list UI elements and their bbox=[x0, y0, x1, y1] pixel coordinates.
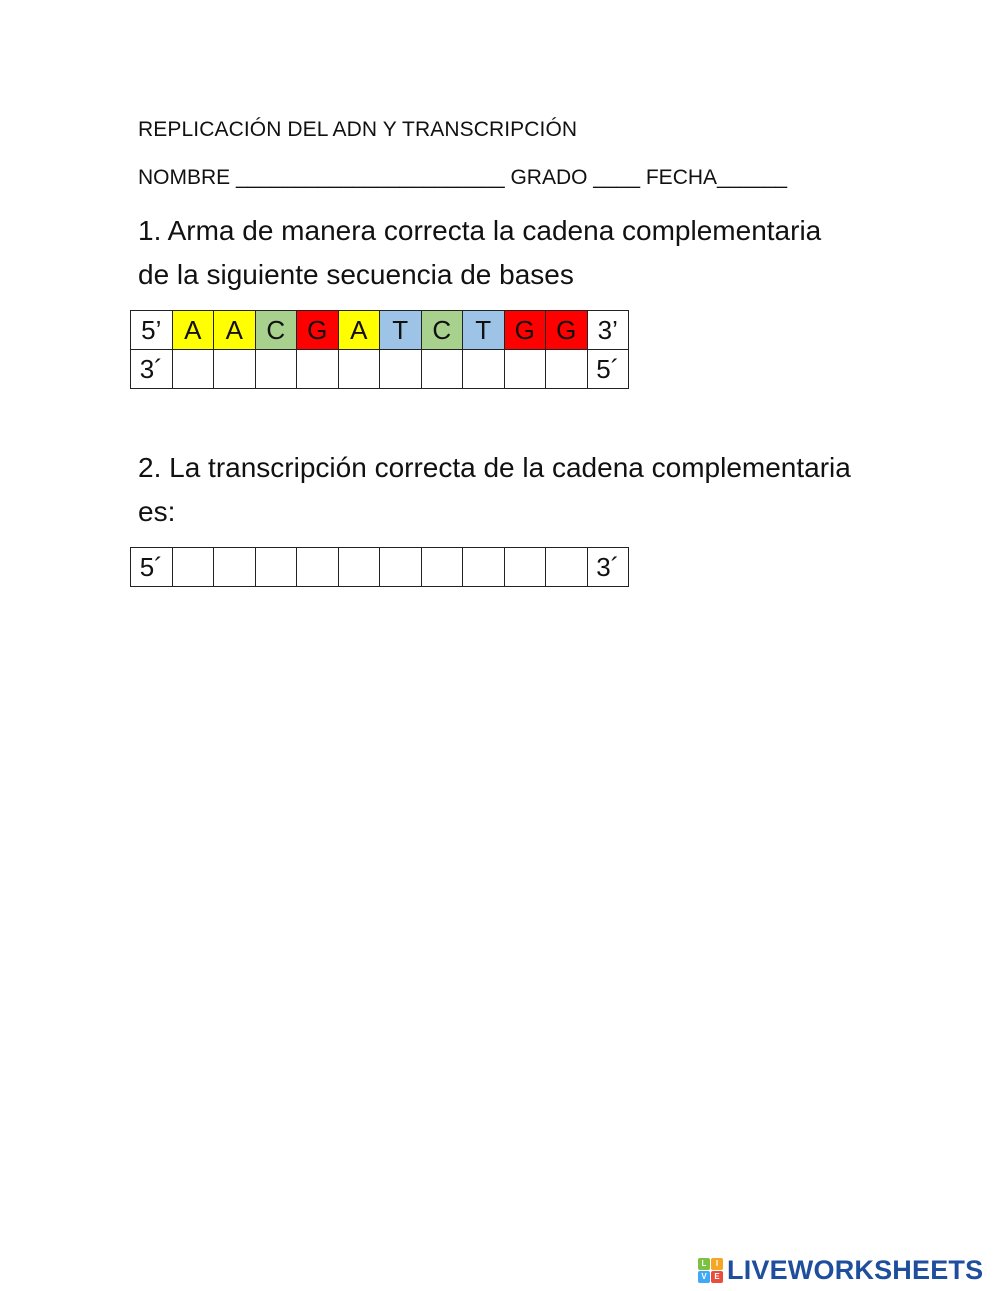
strand-end-label: 3’ bbox=[587, 311, 629, 350]
answer-cell[interactable] bbox=[421, 548, 463, 587]
logo-mark-tile: L bbox=[698, 1258, 710, 1270]
strand-start-label: 5’ bbox=[131, 311, 173, 350]
base-cell: A bbox=[338, 311, 380, 350]
answer-cell[interactable] bbox=[380, 548, 422, 587]
rna-transcription-table bbox=[130, 547, 629, 587]
base-cell: T bbox=[380, 311, 422, 350]
base-cell: T bbox=[463, 311, 505, 350]
answer-cell[interactable] bbox=[255, 350, 297, 389]
answer-cell[interactable] bbox=[546, 350, 588, 389]
liveworksheets-logo bbox=[698, 1254, 983, 1286]
logo-mark-tile: V bbox=[698, 1271, 710, 1283]
student-info-line: NOMBRE _______________________ GRADO ____ FECHA______ bbox=[138, 166, 788, 189]
strand-end-label: 5´ bbox=[587, 350, 629, 389]
base-cell: G bbox=[546, 311, 588, 350]
answer-cell[interactable] bbox=[255, 548, 297, 587]
answer-cell[interactable] bbox=[338, 548, 380, 587]
answer-cell[interactable] bbox=[504, 350, 546, 389]
question-1: 1. Arma de manera correcta la cadena complementaria de la siguiente secuencia de bases bbox=[138, 215, 822, 290]
answer-cell[interactable] bbox=[504, 548, 546, 587]
answer-cell[interactable] bbox=[172, 548, 214, 587]
worksheet-title: REPLICACIÓN DEL ADN Y TRANSCRIPCIÓN bbox=[138, 118, 578, 141]
answer-cell[interactable] bbox=[421, 350, 463, 389]
strand-end-label: 3´ bbox=[587, 548, 629, 587]
complementary-strand-row bbox=[131, 350, 629, 389]
base-cell: G bbox=[504, 311, 546, 350]
answer-cell[interactable] bbox=[214, 548, 256, 587]
base-cell: C bbox=[421, 311, 463, 350]
answer-cell[interactable] bbox=[172, 350, 214, 389]
logo-mark-tile: E bbox=[711, 1271, 723, 1283]
strand-start-label: 5´ bbox=[131, 548, 173, 587]
answer-cell[interactable] bbox=[546, 548, 588, 587]
answer-cell[interactable] bbox=[338, 350, 380, 389]
answer-cell[interactable] bbox=[297, 350, 339, 389]
base-cell: A bbox=[214, 311, 256, 350]
strand-start-label: 3´ bbox=[131, 350, 173, 389]
logo-mark-icon bbox=[698, 1258, 723, 1283]
answer-cell[interactable] bbox=[463, 350, 505, 389]
base-cell: G bbox=[297, 311, 339, 350]
answer-cell[interactable] bbox=[380, 350, 422, 389]
rna-strand-row bbox=[131, 548, 629, 587]
logo-mark-tile: I bbox=[711, 1258, 723, 1270]
answer-cell[interactable] bbox=[297, 548, 339, 587]
base-cell: C bbox=[255, 311, 297, 350]
template-strand-row bbox=[131, 311, 629, 350]
answer-cell[interactable] bbox=[463, 548, 505, 587]
answer-cell[interactable] bbox=[214, 350, 256, 389]
logo-text: LIVEWORKSHEETS bbox=[727, 1254, 984, 1285]
base-cell: A bbox=[172, 311, 214, 350]
dna-strand-table bbox=[130, 310, 629, 389]
question-2: 2. La transcripción correcta de la cadena complementaria es: bbox=[138, 452, 851, 527]
